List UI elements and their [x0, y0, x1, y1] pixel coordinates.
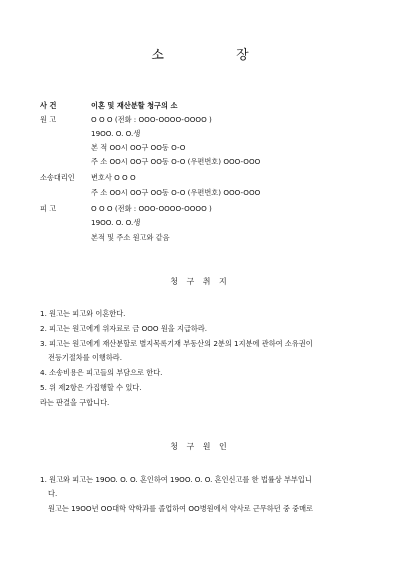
claims-item-continuation: 전등기절차를 이행하라.: [48, 353, 123, 362]
plaintiff-domicile-line: 본 적 OO시 OO구 OO동 O-O: [91, 143, 186, 152]
attorney-address-line: 주 소 OO시 OO구 OO동 O-O (우편번호) OOO-OOO: [91, 188, 261, 197]
plaintiff-birth-line: 19OO. O. O.생: [91, 129, 141, 138]
causes-item-continuation: 다.: [48, 489, 58, 498]
claims-item: 3. 피고는 원고에게 재산분할로 별지목록기재 부동산의 2분의 1지분에 관하여 소유권이: [40, 339, 313, 348]
claims-item: 4. 소송비용은 피고들의 부담으로 한다.: [40, 368, 163, 377]
claims-item: 5. 위 제2항은 가집행할 수 있다.: [40, 383, 142, 392]
defendant-address-line: 본적 및 주소 원고와 같음: [91, 233, 170, 242]
defendant-name-line: O O O (전화 : OOO-OOOO-OOOO ): [91, 204, 212, 213]
causes-item: 1. 원고와 피고는 19OO. O. O. 혼인하여 19OO. O. O. 혼인신고를 한 법률상 부부입니: [40, 475, 312, 484]
causes-paragraph: 원고는 19OO년 OO대학 약학과를 졸업하여 OO병원에서 약사로 근무하던 중 중매로: [48, 504, 314, 513]
defendant-birth-line: 19OO. O. O.생: [91, 218, 141, 227]
case-value: 이혼 및 재산분할 청구의 소: [91, 101, 178, 110]
attorney-label: 소송대리인: [40, 173, 75, 182]
claims-item: 2. 피고는 원고에게 위자료로 금 OOO 원을 지급하라.: [40, 324, 208, 333]
claims-heading: 청 구 취 지: [170, 277, 230, 286]
plaintiff-address-line: 주 소 OO시 OO구 OO동 O-O (우편번호) OOO-OOO: [91, 157, 261, 166]
document-title: 소 장: [151, 48, 283, 63]
causes-heading: 청 구 원 인: [170, 442, 230, 451]
claims-item: 1. 원고는 피고와 이혼한다.: [40, 309, 126, 318]
case-label: 사 건: [40, 101, 57, 110]
attorney-name-line: 변호사 O O O: [91, 173, 136, 182]
plaintiff-label: 원 고: [40, 115, 57, 124]
plaintiff-name-line: O O O (전화 : OOO-OOOO-OOOO ): [91, 115, 212, 124]
claims-closing: 라는 판결을 구합니다.: [40, 398, 110, 407]
defendant-label: 피 고: [40, 204, 57, 213]
